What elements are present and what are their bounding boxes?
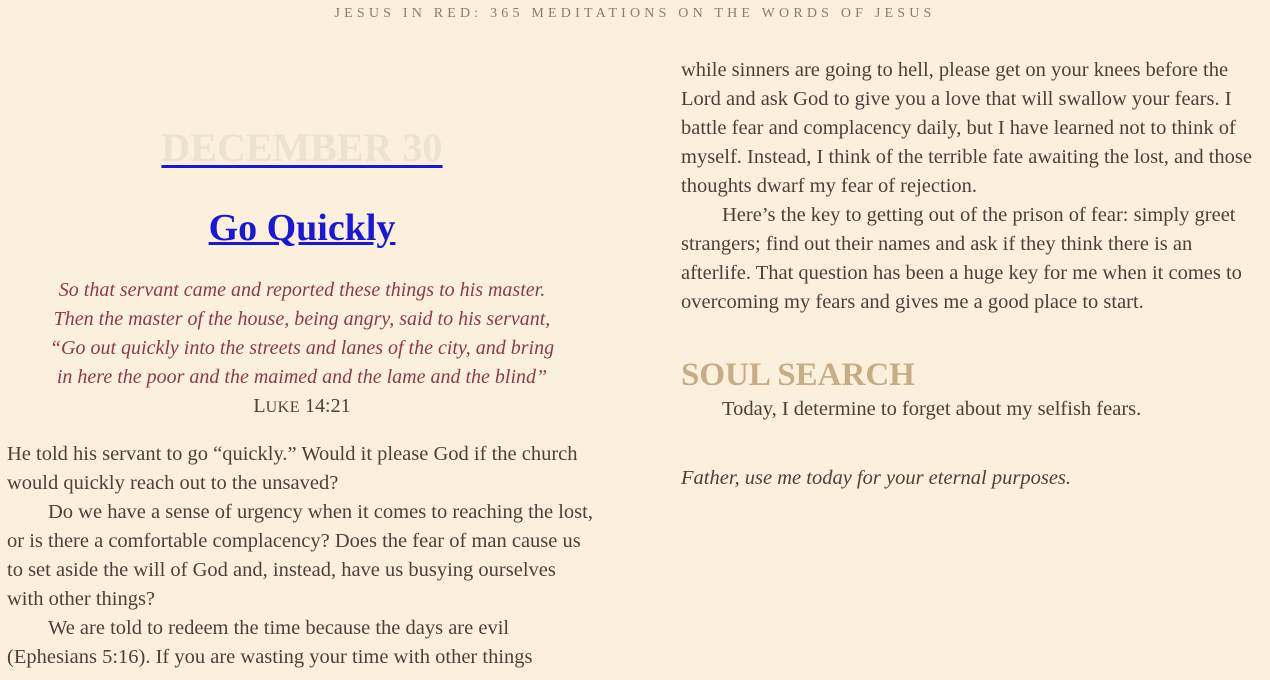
body-paragraph: He told his servant to go “quickly.” Would it please God if the church would quickly reach out to the unsaved? — [7, 443, 578, 494]
soul-search-text: Today, I determine to forget about my selfish fears. — [722, 398, 1142, 420]
body-paragraph: We are told to redeem the time because the days are evil (Ephesians 5:16). If you are wasting your time with other things — [7, 617, 533, 668]
soul-search-heading: SOUL SEARCH — [681, 357, 915, 393]
scripture-line: So that servant came and reported these things to his master. — [58, 279, 546, 301]
running-head: JESUS IN RED: 365 MEDITATIONS ON THE WORDS OF JESUS — [334, 6, 936, 21]
body-paragraph: Do we have a sense of urgency when it comes to reaching the lost, or is there a comfortable complacency? Does the fear of man cause us to set aside the will of God and, instead, have us busying ourselves with other things? — [7, 501, 593, 610]
page-title — [7, 204, 597, 252]
scripture-line: in here the poor and the maimed and the lame and the blind” — [56, 366, 548, 388]
body-paragraph: Here’s the key to getting out of the prison of fear: simply greet strangers; find out their names and ask if they think there is an afterlife. That question has been a huge key for me when it comes to overcoming my fears and gives me a good place to start. — [681, 204, 1242, 313]
right-column — [681, 56, 1266, 493]
reference-numbers: 14:21 — [300, 395, 351, 417]
body-paragraph: while sinners are going to hell, please get on your knees before the Lord and ask God to give you a love that will swallow your fears. I battle fear and complacency daily, but I have learned not to think of myself. Instead, I think of the terrible fate awaiting the lost, and those thoughts dwarf my fear of rejection. — [681, 59, 1252, 197]
scripture-line: Then the master of the house, being angry, said to his servant, — [53, 308, 551, 330]
title-link[interactable]: Go Quickly — [208, 207, 396, 249]
date-heading — [7, 124, 597, 172]
reference-book-rest: UKE — [265, 399, 301, 416]
scripture-reference — [7, 392, 597, 422]
scripture-line: “Go out quickly into the streets and lanes of the city, and bring — [49, 337, 555, 359]
left-body-text — [7, 440, 597, 672]
prayer-text: Father, use me today for your eternal purposes. — [681, 467, 1072, 489]
reference-initial: L — [253, 395, 266, 417]
scripture-quote — [7, 276, 597, 392]
date-link[interactable]: DECEMBER 30 — [161, 125, 443, 170]
